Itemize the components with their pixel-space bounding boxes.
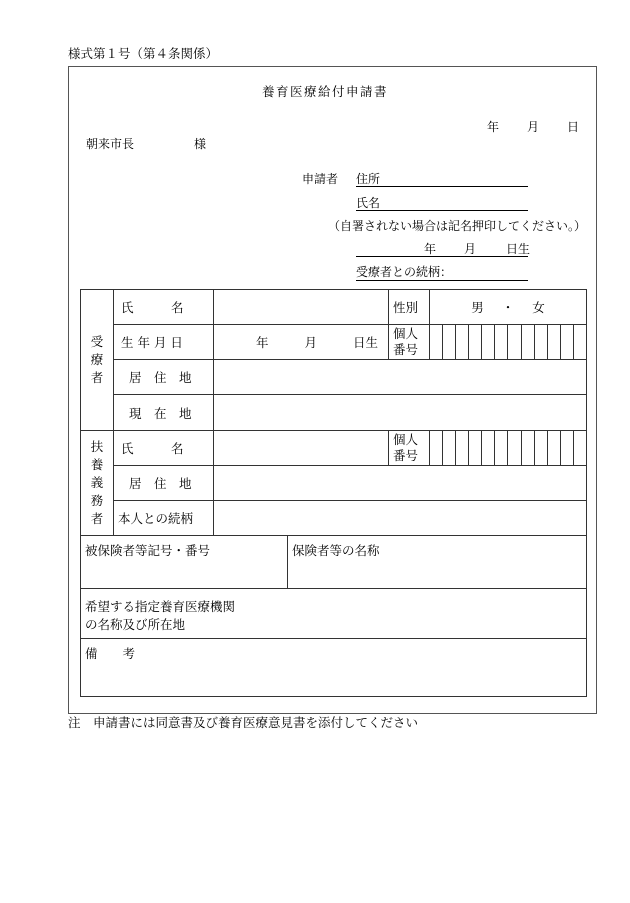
patient-birth-month: 月	[304, 335, 317, 350]
applicant-name-label: 氏名	[356, 196, 381, 210]
date-day: 日	[567, 120, 580, 134]
mynumber-digit-boxes	[430, 325, 586, 359]
digit-box[interactable]	[430, 431, 442, 465]
applicant-label: 申請者	[302, 172, 339, 186]
applicant-birth-day: 日生	[506, 242, 531, 256]
remarks-label: 備 考	[85, 646, 136, 661]
digit-box[interactable]	[494, 325, 507, 359]
digit-box[interactable]	[534, 325, 547, 359]
guardian-residence-field[interactable]	[214, 466, 587, 501]
applicant-relation-label: 受療者との続柄：	[356, 265, 453, 279]
guardian-relation-field[interactable]	[214, 501, 587, 536]
sex-option-separator: ・	[501, 300, 515, 315]
guardian-section-char: 義	[90, 474, 104, 490]
patient-name-label: 氏 名	[114, 290, 214, 325]
guardian-section-char: 扶	[90, 438, 104, 454]
mynumber-label-line1: 個人	[393, 432, 419, 448]
patient-mynumber-field[interactable]	[430, 325, 587, 360]
addressee-honorific: 様	[194, 137, 207, 151]
patient-birth-label: 生 年 月 日	[114, 325, 214, 360]
guardian-section-char: 務	[90, 493, 104, 509]
mynumber-label-line2: 番号	[393, 448, 419, 463]
digit-box[interactable]	[547, 325, 560, 359]
footnote: 注 申請書には同意書及び養育医療意見書を添付してください	[68, 715, 419, 730]
remarks-field[interactable]	[81, 639, 587, 697]
digit-box[interactable]	[547, 431, 560, 465]
guardian-residence-label	[114, 466, 214, 501]
applicant-relation-field[interactable]	[356, 280, 528, 281]
digit-box[interactable]	[481, 431, 494, 465]
addressee-name: 朝来市長	[86, 137, 135, 151]
patient-section-char: 療	[90, 351, 104, 367]
digit-box[interactable]	[430, 325, 442, 359]
patient-birth-field[interactable]	[214, 325, 389, 360]
guardian-mynumber-label	[389, 431, 430, 466]
patient-section-char: 者	[90, 370, 104, 386]
sex-option-female[interactable]: 女	[532, 300, 545, 315]
hospital-label-line1: 希望する指定養育医療機関	[85, 599, 236, 614]
sex-option-male[interactable]: 男	[471, 300, 484, 315]
patient-current-location-label	[114, 395, 214, 431]
guardian-section-label	[81, 431, 114, 536]
patient-mynumber-label	[389, 325, 430, 360]
digit-box[interactable]	[573, 431, 586, 465]
patient-sex-label: 性別	[389, 290, 430, 325]
digit-box[interactable]	[534, 431, 547, 465]
residence-label-text: 居 住 地	[129, 370, 192, 385]
page-title: 養育医療給付申請書	[262, 84, 389, 99]
applicant-seal-note: （自署されない場合は記名押印してください。）	[328, 219, 587, 233]
guardian-mynumber-field[interactable]	[430, 431, 587, 466]
insurance-number-field[interactable]	[81, 536, 288, 589]
digit-box[interactable]	[468, 431, 481, 465]
digit-box[interactable]	[521, 431, 534, 465]
patient-residence-field[interactable]	[214, 360, 587, 395]
digit-box[interactable]	[442, 431, 455, 465]
application-table	[80, 289, 587, 697]
current-location-label-text: 現 在 地	[129, 405, 192, 421]
guardian-relation-label: 本人との続柄	[114, 501, 214, 536]
digit-box[interactable]	[560, 325, 573, 359]
mynumber-label-line1: 個人	[393, 326, 419, 342]
applicant-birth-month: 月	[464, 242, 477, 256]
patient-birth-year: 年	[255, 335, 269, 350]
digit-box[interactable]	[455, 431, 468, 465]
guardian-section-char: 養	[90, 456, 104, 472]
guardian-residence-label-text: 居 住 地	[129, 476, 192, 491]
digit-box[interactable]	[455, 325, 468, 359]
patient-sex-field[interactable]	[430, 290, 587, 325]
hospital-field[interactable]	[81, 589, 587, 639]
guardian-section-char: 者	[90, 511, 104, 527]
patient-birth-day: 日生	[352, 335, 378, 350]
digit-box[interactable]	[507, 431, 520, 465]
guardian-name-field[interactable]	[214, 431, 389, 466]
insurer-name-label: 保険者等の名称	[292, 543, 380, 558]
patient-residence-label	[114, 360, 214, 395]
digit-box[interactable]	[507, 325, 520, 359]
insurer-name-field[interactable]	[288, 536, 587, 589]
digit-box[interactable]	[521, 325, 534, 359]
applicant-address-label: 住所	[356, 172, 381, 186]
date-year: 年	[487, 120, 500, 134]
patient-current-location-field[interactable]	[214, 395, 587, 431]
mynumber-digit-boxes	[430, 431, 586, 465]
applicant-address-field[interactable]	[356, 186, 528, 187]
patient-section-char: 受	[90, 333, 104, 349]
hospital-label-line2: の名称及び所在地	[85, 617, 186, 633]
insurance-number-label: 被保険者等記号・番号	[85, 543, 211, 558]
digit-box[interactable]	[481, 325, 494, 359]
applicant-birth-year: 年	[424, 242, 437, 256]
date-month: 月	[527, 120, 540, 134]
patient-name-field[interactable]	[214, 290, 389, 325]
applicant-birth-field[interactable]	[356, 256, 528, 257]
digit-box[interactable]	[560, 431, 573, 465]
hospital-label	[81, 589, 586, 634]
digit-box[interactable]	[442, 325, 455, 359]
applicant-name-field[interactable]	[356, 210, 528, 211]
mynumber-label-line2: 番号	[393, 342, 419, 357]
digit-box[interactable]	[468, 325, 481, 359]
patient-section-label	[81, 290, 114, 431]
guardian-name-label: 氏 名	[114, 431, 214, 466]
form-number: 様式第１号（第４条関係）	[68, 46, 219, 61]
digit-box[interactable]	[573, 325, 586, 359]
digit-box[interactable]	[494, 431, 507, 465]
